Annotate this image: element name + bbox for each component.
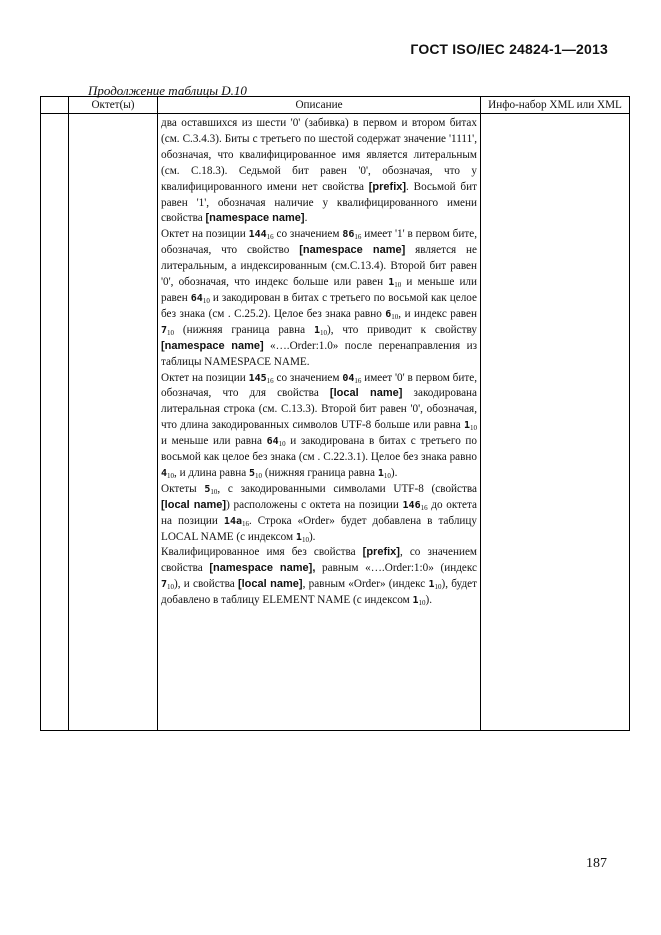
text-run: ). bbox=[425, 594, 433, 607]
number-digits: 64 bbox=[266, 436, 279, 448]
numeric-value bbox=[161, 578, 174, 590]
numeric-value bbox=[161, 467, 174, 479]
numeric-value bbox=[342, 228, 361, 240]
numeric-value bbox=[412, 594, 425, 606]
number-base: 16 bbox=[266, 376, 274, 385]
numeric-value bbox=[224, 515, 249, 527]
text-run: Октет на позиции bbox=[161, 228, 249, 241]
header-blank bbox=[41, 97, 69, 114]
number-digits: 146 bbox=[402, 499, 421, 511]
number-digits: 1 bbox=[412, 595, 419, 607]
text-run: равным «….Order:1:0» (индекс bbox=[315, 562, 477, 575]
text-run: «….Order:1.0» после перенаправления из таблицы NAMESPACE NAME. bbox=[161, 339, 477, 368]
numeric-value bbox=[249, 372, 274, 384]
table-caption: Продолжение таблицы D.10 bbox=[88, 83, 247, 98]
data-table bbox=[40, 96, 630, 731]
property-name: [local name] bbox=[161, 498, 227, 511]
description-paragraph bbox=[161, 482, 477, 546]
text-run: ), что приводит к свойству bbox=[327, 323, 477, 336]
number-base: 10 bbox=[320, 328, 327, 337]
description-text bbox=[161, 116, 477, 609]
text-run: , и длина равна bbox=[174, 466, 250, 479]
text-run: со значением bbox=[273, 228, 343, 241]
cell-blank bbox=[41, 114, 69, 731]
numeric-value bbox=[388, 276, 401, 288]
number-base: 10 bbox=[278, 440, 286, 449]
numeric-value bbox=[191, 292, 210, 304]
number-digits: 1 bbox=[313, 324, 320, 336]
number-digits: 7 bbox=[161, 579, 168, 591]
numeric-value bbox=[342, 372, 361, 384]
text-run: со значением bbox=[273, 371, 343, 384]
property-name: [namespace name] bbox=[205, 212, 305, 225]
text-run: и меньше или равна bbox=[161, 435, 267, 448]
numeric-value bbox=[385, 308, 398, 320]
text-run: , и индекс равен bbox=[398, 307, 477, 320]
number-base: 10 bbox=[383, 471, 391, 480]
property-name: [local name] bbox=[329, 387, 403, 400]
text-run: , с закодированными символами UTF-8 (свойства bbox=[217, 482, 477, 495]
cell-octets bbox=[69, 114, 158, 731]
number-base: 10 bbox=[470, 424, 477, 433]
text-run: имеет '0' в первом бите, обозначая, что для свойства bbox=[161, 371, 477, 400]
header-description: Описание bbox=[158, 97, 481, 114]
number-digits: 5 bbox=[204, 483, 211, 495]
text-run: до октета на позиции bbox=[161, 498, 478, 527]
number-base: 16 bbox=[354, 233, 362, 242]
text-run: , со значением свойства bbox=[161, 546, 477, 575]
text-run: и меньше или равен bbox=[161, 276, 477, 304]
header-octets: Октет(ы) bbox=[69, 97, 158, 114]
number-base: 10 bbox=[210, 487, 218, 496]
standard-header: ГОСТ ISO/IEC 24824-1—2013 bbox=[410, 41, 608, 57]
numeric-value bbox=[378, 467, 391, 479]
number-base: 10 bbox=[167, 328, 175, 337]
text-run: ). bbox=[390, 466, 398, 479]
numeric-value bbox=[249, 467, 262, 479]
numeric-value bbox=[403, 499, 428, 511]
property-name: [local name] bbox=[237, 578, 303, 591]
number-digits: 86 bbox=[342, 229, 355, 241]
number-base: 10 bbox=[255, 471, 263, 480]
numeric-value bbox=[249, 228, 274, 240]
text-run: ) расположены с октета на позиции bbox=[226, 498, 403, 511]
text-run: (нижняя граница равна bbox=[262, 466, 378, 479]
text-run: . Восьмой бит равен '1', обозначая наличие у квалифицированного имени свойства bbox=[161, 180, 477, 225]
description-paragraph bbox=[161, 227, 477, 370]
text-run: Октеты bbox=[161, 482, 205, 495]
number-digits: 1 bbox=[388, 277, 395, 289]
text-run: ). bbox=[308, 530, 316, 543]
header-xml-infoset: Инфо-набор XML или XML bbox=[481, 97, 630, 114]
number-digits: 04 bbox=[342, 372, 355, 384]
number-digits: 7 bbox=[161, 324, 168, 336]
number-digits: 6 bbox=[385, 308, 392, 320]
numeric-value bbox=[267, 435, 286, 447]
numeric-value bbox=[296, 531, 309, 543]
number-digits: 1 bbox=[463, 420, 470, 432]
number-digits: 1 bbox=[295, 531, 302, 543]
number-base: 10 bbox=[167, 471, 175, 480]
number-digits: 145 bbox=[248, 372, 267, 384]
text-run: Квалифицированное имя без свойства bbox=[161, 546, 363, 559]
text-run: и закодирована в битах с третьего по восьмой как целое без знака (см . С.22.3.1). Целое без знака равно bbox=[161, 435, 477, 464]
numeric-value bbox=[314, 324, 327, 336]
number-base: 16 bbox=[266, 233, 274, 242]
text-run: Октет на позиции bbox=[161, 371, 249, 384]
number-base: 16 bbox=[241, 519, 249, 528]
numeric-value bbox=[429, 578, 442, 590]
text-run: (нижняя граница равна bbox=[174, 323, 314, 336]
number-base: 10 bbox=[394, 281, 402, 290]
text-run: ), будет добавлено в таблицу ELEMENT NAME (с индексом bbox=[161, 578, 477, 607]
text-run: два оставшихся из шести '0' (забивка) в первом и втором битах (см. С.3.4.3). Биты с третьего по шестой содержат значение '1111', обозначая, что квалифицированное имя является литеральным (см. С.18.3). Седьмой бит равен '0', обозначая, что у квалифицированного имени нет свойства bbox=[161, 117, 477, 193]
number-digits: 64 bbox=[190, 292, 203, 304]
number-base: 16 bbox=[354, 376, 362, 385]
property-name: [namespace name], bbox=[209, 562, 316, 575]
text-run: и закодирован в битах с третьего по восьмой как целое без знака (см . С.25.2). Целое без знака равно bbox=[161, 291, 477, 320]
text-run: , равным «Order» (индекс bbox=[302, 578, 429, 591]
table-header-row bbox=[41, 97, 630, 114]
text-run: закодирована литеральная строка (см. С.13.3). Второй бит равен '0', обозначая, что длина закодированных символов UTF-8 больше или равна bbox=[161, 387, 477, 432]
number-digits: 5 bbox=[249, 467, 256, 479]
description-paragraph bbox=[161, 116, 477, 227]
number-base: 10 bbox=[418, 599, 426, 608]
number-digits: 1 bbox=[428, 579, 435, 591]
property-name: [namespace name] bbox=[161, 339, 264, 352]
text-run: является не литеральным, а индексированным (см.С.13.4). Второй бит равен '0', обозначая, что индекс больше или равен bbox=[161, 244, 477, 289]
number-base: 10 bbox=[434, 583, 442, 592]
number-base: 10 bbox=[167, 583, 175, 592]
text-run: ), и свойства bbox=[174, 578, 238, 591]
number-digits: 14a bbox=[223, 515, 242, 527]
number-digits: 4 bbox=[161, 467, 168, 479]
cell-description bbox=[158, 114, 481, 731]
text-run: . bbox=[304, 212, 308, 225]
description-paragraph bbox=[161, 371, 477, 482]
numeric-value bbox=[464, 419, 477, 431]
number-base: 10 bbox=[391, 312, 399, 321]
numeric-value bbox=[161, 324, 174, 336]
number-base: 10 bbox=[202, 296, 210, 305]
number-digits: 1 bbox=[377, 467, 384, 479]
table-row bbox=[41, 114, 630, 731]
cell-xml-infoset bbox=[481, 114, 630, 731]
text-run: имеет '1' в первом бите, обозначая, что свойство bbox=[161, 228, 477, 257]
number-base: 10 bbox=[301, 535, 309, 544]
text-run: . Строка «Order» будет добавлена в таблицу LOCAL NAME (с индексом bbox=[161, 514, 477, 543]
number-base: 16 bbox=[420, 503, 428, 512]
numeric-value bbox=[204, 483, 217, 495]
description-paragraph bbox=[161, 545, 477, 609]
property-name: [namespace name] bbox=[299, 244, 406, 257]
page-number: 187 bbox=[586, 856, 607, 871]
number-digits: 144 bbox=[248, 229, 267, 241]
property-name: [prefix] bbox=[368, 180, 407, 193]
property-name: [prefix] bbox=[362, 546, 400, 559]
